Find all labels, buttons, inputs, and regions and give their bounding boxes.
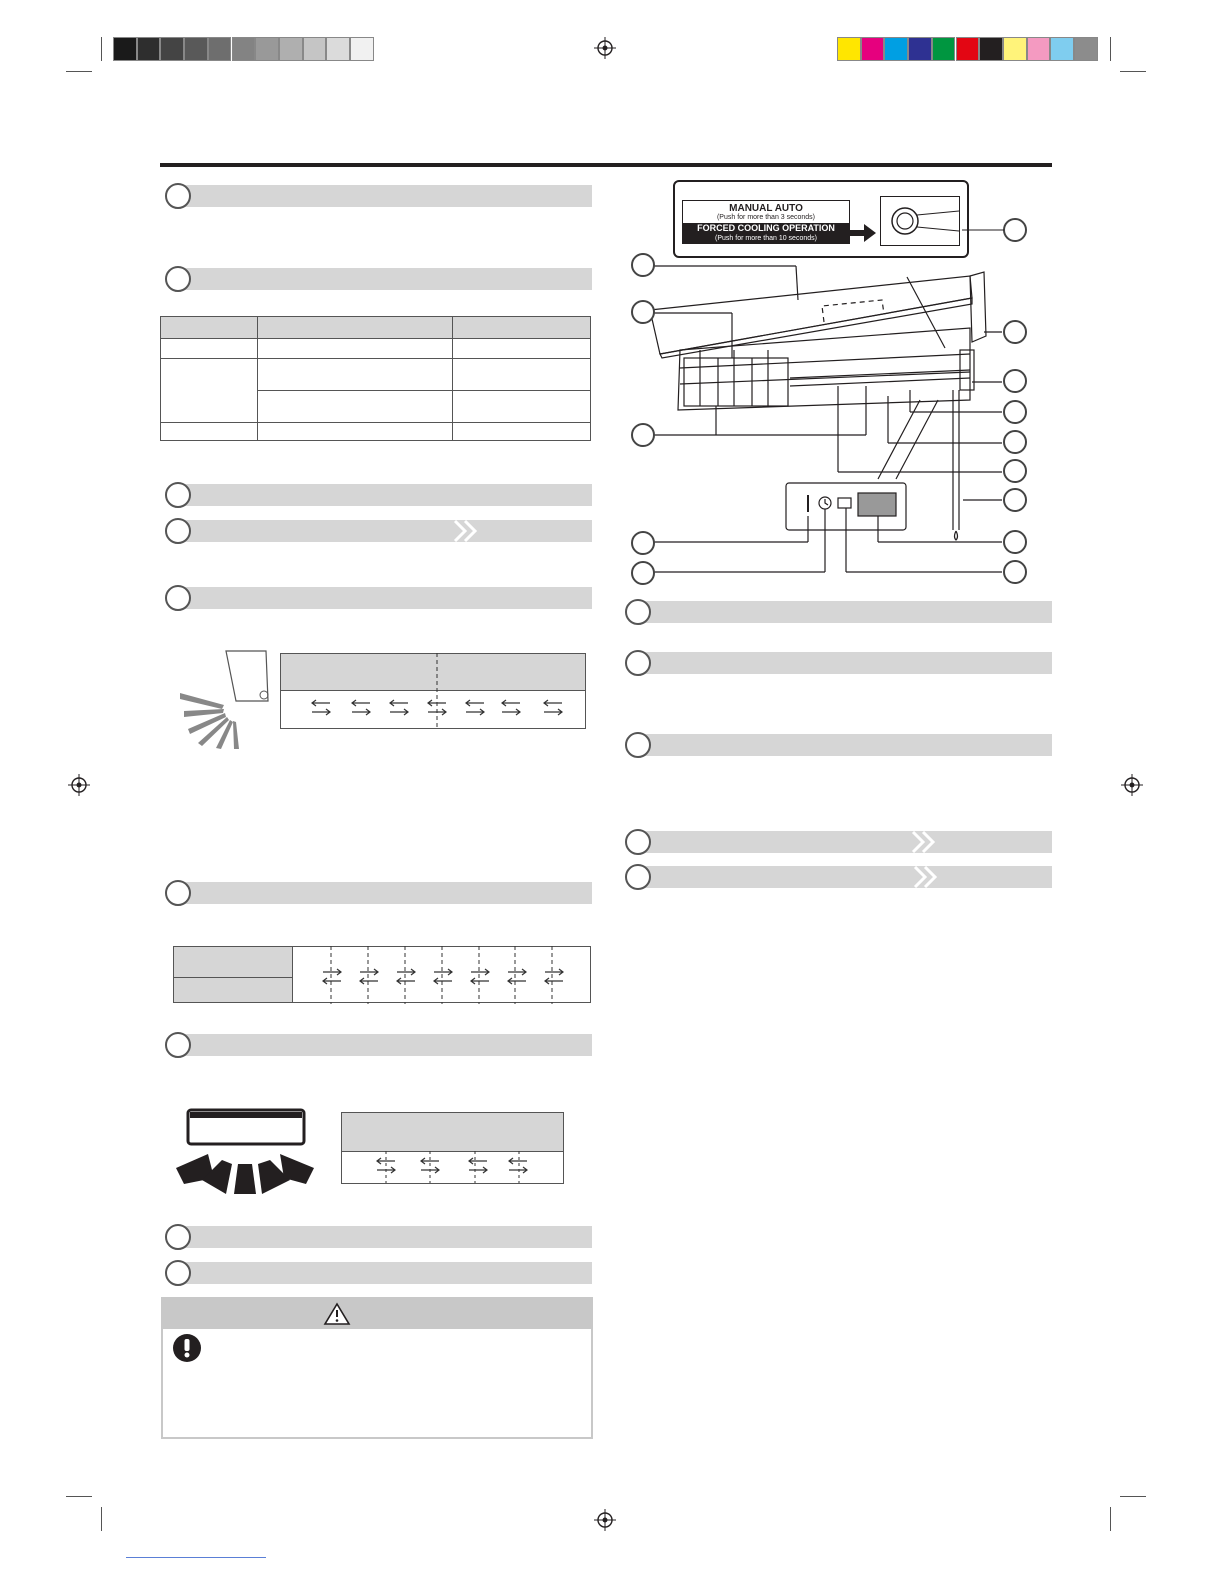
section-bar-5 <box>178 587 592 609</box>
color-swatch <box>979 37 1003 61</box>
registration-mark <box>1121 774 1143 796</box>
exclamation-icon <box>172 1333 202 1363</box>
horizontal-airflow-arrows <box>341 1151 564 1183</box>
section-number-circle <box>625 829 651 855</box>
chevron-double-right-icon <box>912 866 942 888</box>
section-bar-1 <box>178 185 592 207</box>
section-number-circle <box>625 732 651 758</box>
manual-auto-label-box <box>682 200 850 244</box>
color-swatch <box>932 37 956 61</box>
crop-mark <box>1120 1496 1146 1497</box>
registration-mark <box>68 774 90 796</box>
horizontal-airflow-illustration <box>168 1108 324 1196</box>
section-number-circle <box>165 1260 191 1286</box>
color-swatch <box>1027 37 1051 61</box>
callout-circle <box>1003 320 1027 344</box>
crop-mark <box>101 37 102 61</box>
callout-circle <box>631 531 655 555</box>
caution-header <box>163 1299 591 1329</box>
callout-circle <box>1003 218 1027 242</box>
section-number-circle <box>165 518 191 544</box>
color-swatch <box>279 37 303 61</box>
warning-triangle-icon <box>323 1302 351 1326</box>
vertical-airflow-illustration <box>176 645 276 749</box>
color-swatch <box>184 37 208 61</box>
section-number-circle <box>165 1224 191 1250</box>
color-swatch <box>908 37 932 61</box>
crop-mark <box>1110 37 1111 61</box>
section-bar-8 <box>178 1226 592 1248</box>
forced-cooling-title: FORCED COOLING OPERATION <box>697 223 835 233</box>
color-swatch <box>837 37 861 61</box>
indoor-unit-diagram <box>620 250 1050 595</box>
callout-circle <box>631 561 655 585</box>
section-bar-6 <box>178 882 592 904</box>
section-number-circle <box>165 1032 191 1058</box>
callout-circle <box>631 300 655 324</box>
color-swatch <box>956 37 980 61</box>
swing-range-arrows <box>293 946 591 1004</box>
section-bar-3 <box>178 484 592 506</box>
auxiliary-button-detail <box>880 196 960 246</box>
callout-leader <box>962 224 1004 236</box>
registration-mark <box>594 37 616 59</box>
section-bar-2 <box>178 268 592 290</box>
section-number-circle <box>625 650 651 676</box>
crop-mark <box>1120 71 1146 72</box>
callout-circle <box>1003 488 1027 512</box>
section-number-circle <box>165 482 191 508</box>
forced-cooling-note: (Push for more than 10 seconds) <box>715 235 817 242</box>
section-number-circle <box>165 585 191 611</box>
section-number-circle <box>165 183 191 209</box>
section-bar-9 <box>178 1262 592 1284</box>
section-number-circle <box>625 864 651 890</box>
callout-circle <box>1003 430 1027 454</box>
callout-circle <box>1003 369 1027 393</box>
crop-mark <box>66 71 92 72</box>
section-bar-11 <box>638 652 1052 674</box>
indicator-table <box>160 316 591 441</box>
callout-circle <box>631 423 655 447</box>
color-swatch <box>137 37 161 61</box>
color-swatch <box>303 37 327 61</box>
section-bar-4 <box>178 520 592 542</box>
color-swatch <box>1074 37 1098 61</box>
color-swatch <box>861 37 885 61</box>
arrow-right-icon <box>848 224 878 242</box>
section-number-circle <box>165 266 191 292</box>
color-swatch <box>255 37 279 61</box>
crop-mark <box>101 1507 102 1531</box>
section-bar-13 <box>638 831 1052 853</box>
section-bar-10 <box>638 601 1052 623</box>
callout-circle <box>1003 530 1027 554</box>
section-number-circle <box>165 880 191 906</box>
callout-circle <box>631 253 655 277</box>
color-swatch <box>113 37 137 61</box>
color-swatch <box>208 37 232 61</box>
section-bar-12 <box>638 734 1052 756</box>
footer-link-underline <box>126 1557 266 1558</box>
color-swatch <box>1050 37 1074 61</box>
color-swatch <box>326 37 350 61</box>
crop-mark <box>1110 1507 1111 1531</box>
callout-circle <box>1003 459 1027 483</box>
color-swatch <box>160 37 184 61</box>
manual-auto-title: MANUAL AUTO <box>729 203 803 214</box>
manual-auto-note: (Push for more than 3 seconds) <box>716 214 816 221</box>
section-bar-7 <box>178 1034 592 1056</box>
color-swatch <box>232 37 256 61</box>
color-swatch <box>350 37 374 61</box>
callout-circle <box>1003 560 1027 584</box>
color-swatch <box>1003 37 1027 61</box>
caution-box <box>161 1297 593 1439</box>
chevron-double-right-icon <box>452 520 482 542</box>
crop-mark <box>66 1496 92 1497</box>
registration-mark <box>594 1509 616 1531</box>
section-bar-14 <box>638 866 1052 888</box>
section-number-circle <box>625 599 651 625</box>
vertical-airflow-arrows <box>280 653 586 729</box>
callout-circle <box>1003 400 1027 424</box>
chevron-double-right-icon <box>910 831 940 853</box>
header-rule <box>160 163 1052 167</box>
color-swatch <box>884 37 908 61</box>
